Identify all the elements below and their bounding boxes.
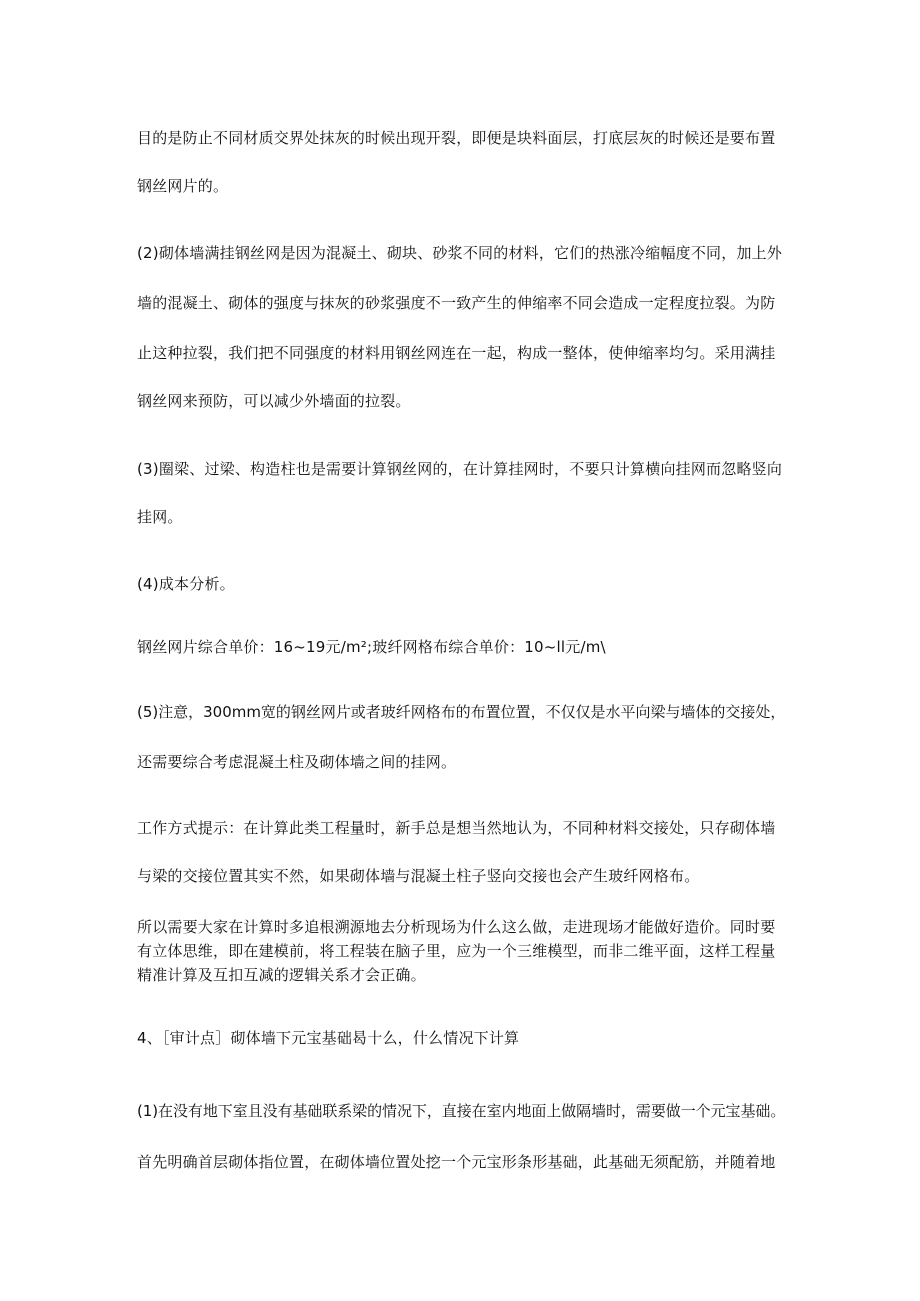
text-line: (4)成本分析。: [137, 575, 235, 593]
text-line: (5)注意，300mm宽的钢丝网片或者玻纤网格布的布置位置，不仅仅是水平向梁与墙体的交接处，: [137, 703, 786, 721]
text-line: 墙的混凝土、砌体的强度与抹灰的砂浆强度不一致产生的伸缩率不同会造成一定程度拉裂。为防: [137, 294, 776, 312]
text-line: 有立体思维，即在建模前，将工程装在脑子里，应为一个三维模型，而非二维平面，这样工程量: [137, 942, 776, 960]
text-line: 精准计算及互扣互减的逻辑关系才会正确。: [137, 966, 426, 984]
text-line: (3)圈梁、过梁、构造柱也是需要计算钢丝网的，在计算挂网时，不要只计算横向挂网而忽略竖向: [137, 460, 783, 478]
text-line: 止这种拉裂，我们把不同强度的材料用钢丝网连在一起，构成一整体，使伸缩率均匀。采用满挂: [137, 344, 776, 362]
text-line: 钢丝网来预防，可以减少外墙面的拉裂。: [137, 392, 411, 410]
text-line: 目的是防止不同材质交界处抹灰的时候出现开裂，即便是块料面层，打底层灰的时候还是要布置: [137, 129, 776, 147]
text-line: 首先明确首层砌体指位置，在砌体墙位置处挖一个元宝形条形基础，此基础无须配筋，并随着地: [137, 1153, 776, 1171]
text-line: 工作方式提示：在计算此类工程量时，新手总是想当然地认为，不同种材料交接处，只存砌体墙: [137, 819, 776, 837]
text-line: 与梁的交接位置其实不然，如果砌体墙与混凝土柱子竖向交接也会产生玻纤网格布。: [137, 867, 700, 885]
text-line: 还需要综合考虑混凝土柱及砌体墙之间的挂网。: [137, 753, 457, 771]
text-line: (2)砌体墙满挂钢丝网是因为混凝土、砌块、砂浆不同的材料，它们的热涨冷缩幅度不同，加上外: [137, 244, 783, 262]
text-line: 钢丝网片的。: [137, 177, 229, 195]
text-line: (1)在没有地下室且没有基础联系梁的情况下，直接在室内地面上做隔墙时，需要做一个元宝基础。: [137, 1102, 786, 1120]
text-line: 所以需要大家在计算时多追根溯源地去分析现场为什么这么做，走进现场才能做好造价。同时要: [137, 918, 776, 936]
price-line: 钢丝网片综合单价：16~19元/m²;玻纤网格布综合单价：10~ll元/m\: [137, 638, 606, 656]
section-heading: 4、［审计点］砌体墙下元宝基础曷十么，什么情况下计算: [137, 1029, 520, 1047]
text-line: 挂网。: [137, 508, 183, 526]
